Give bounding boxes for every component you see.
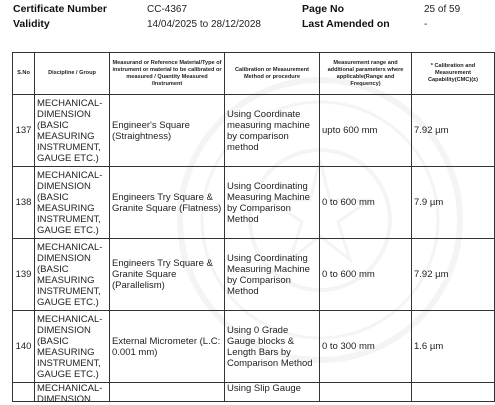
cell-measurand: [110, 383, 225, 402]
cell-discipline-text: MECHANICAL- DIMENSION: [37, 383, 103, 405]
last-amended-value: -: [424, 19, 428, 30]
cell-discipline: [35, 383, 110, 405]
cell-measurand: Engineers Try Square & Granite Square (Parallelism): [110, 239, 225, 311]
last-amended-label: Last Amended on: [302, 18, 390, 30]
cell-method-text: Using Slip Gauge: [227, 383, 301, 394]
validity-value: 14/04/2025 to 28/12/2028: [147, 19, 261, 30]
cell-sno: 139: [13, 239, 35, 311]
cell-method: Using Coordinating Measuring Machine by Comparison Method: [225, 239, 320, 311]
column-header-range: Measurement range and additional parameters where applicable(Range and Frequency): [320, 53, 412, 95]
cell-sno: 137: [13, 95, 35, 167]
page-number-label: Page No: [302, 3, 345, 15]
table-row: [13, 311, 495, 383]
cell-discipline: MECHANICAL- DIMENSION (BASIC MEASURING INSTRUMENT, GAUGE ETC.): [35, 167, 110, 239]
cell-sno: [13, 383, 35, 402]
table-row: [13, 95, 495, 167]
cell-sno: 138: [13, 167, 35, 239]
cell-method: Using 0 Grade Gauge blocks & Length Bars by Comparison Method: [225, 311, 320, 383]
page-number-value: 25 of 59: [424, 4, 461, 15]
cell-discipline: MECHANICAL- DIMENSION (BASIC MEASURING INSTRUMENT, GAUGE ETC.): [35, 95, 110, 167]
certificate-number-value: CC-4367: [147, 4, 188, 15]
cell-method: Using Coordinating Measuring Machine by Comparison Method: [225, 167, 320, 239]
table-row: [13, 239, 495, 311]
scope-table: [12, 52, 495, 405]
cell-sno: 140: [13, 311, 35, 383]
certificate-number-label: Certificate Number: [13, 3, 107, 15]
cell-cmc: 1.6 µm: [412, 311, 495, 383]
cell-range: 0 to 300 mm: [320, 311, 412, 383]
cell-method: [225, 383, 320, 402]
cell-range: [320, 383, 412, 402]
cell-measurand: Engineer's Square (Straightness): [110, 95, 225, 167]
cell-cmc: [412, 383, 495, 402]
cell-range: 0 to 600 mm: [320, 239, 412, 311]
cell-cmc: 7.92 µm: [412, 239, 495, 311]
column-header-measurand: Measurand or Reference Material/Type of instrument or material to be calibrated or measured / Quantity Measured /Instrument: [110, 53, 225, 95]
cell-cmc: 7.9 µm: [412, 167, 495, 239]
column-header-sno: S.No: [13, 53, 35, 95]
table-row: [13, 167, 495, 239]
certificate-header: [0, 0, 495, 46]
cell-discipline: MECHANICAL- DIMENSION (BASIC MEASURING INSTRUMENT, GAUGE ETC.): [35, 239, 110, 311]
cell-measurand: Engineers Try Square & Granite Square (Flatness): [110, 167, 225, 239]
cell-measurand: External Micrometer (L.C: 0.001 mm): [110, 311, 225, 383]
cell-method: Using Coordinate measuring machine by comparison method: [225, 95, 320, 167]
cell-range: 0 to 600 mm: [320, 167, 412, 239]
cell-discipline: MECHANICAL- DIMENSION (BASIC MEASURING INSTRUMENT, GAUGE ETC.): [35, 311, 110, 383]
table-row-partial: [13, 383, 495, 402]
column-header-discipline: Discipline / Group: [35, 53, 110, 95]
table-header-row: [13, 53, 495, 95]
column-header-cmc: * Calibration and Measurement Capability(CMC)(±): [412, 53, 495, 95]
cell-range: upto 600 mm: [320, 95, 412, 167]
column-header-method: Calibration or Measurement Method or procedure: [225, 53, 320, 95]
validity-label: Validity: [13, 18, 50, 30]
cell-cmc: 7.92 µm: [412, 95, 495, 167]
